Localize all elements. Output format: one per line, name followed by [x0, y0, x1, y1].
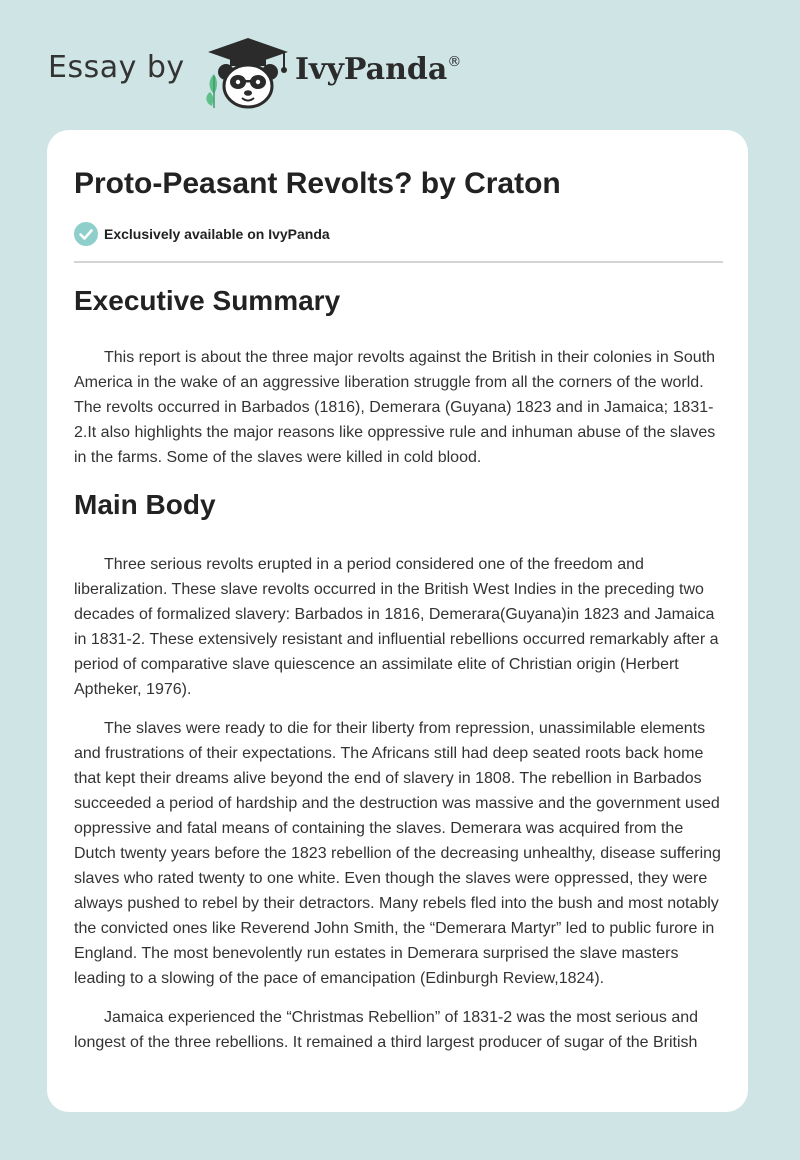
exclusive-badge	[74, 222, 330, 246]
page-title: Proto-Peasant Revolts? by Craton	[74, 167, 561, 200]
paragraph: Jamaica experienced the “Christmas Rebellion” of 1831-2 was the most serious and longest of the three rebellions. It remained a third largest producer of sugar of the British	[74, 1009, 699, 1051]
paragraph: Three serious revolts erupted in a period considered one of the freedom and liberalization. These slave revolts occurred in the British West Indies in the preceding two decades of formalized slavery: Barbados in 1816, Demerara(Guyana)in 1823 and Jamaica in 1831-2. These extensively resistant and influential rebellions occurred remarkably after a period of comparative slave quiescence an assimilate elite of Christian origin (Herbert Aptheker, 1976).	[74, 556, 719, 698]
paragraph: This report is about the three major revolts against the British in their colonies in South America in the wake of an aggressive liberation struggle from all the corners of the world. The revolts occurred in Barbados (1816), Demerara (Guyana) 1823 and in Jamaica; 1831-2.It also highlights the major reasons like oppressive rule and inhuman abuse of the slaves in the farms. Some of the slaves were killed in cold blood.	[74, 349, 716, 466]
title-divider	[74, 261, 723, 263]
section-heading-executive-summary: Executive Summary	[74, 285, 341, 316]
article-body	[74, 278, 726, 1055]
check-circle-icon	[74, 222, 98, 246]
section-heading-main-body: Main Body	[74, 489, 216, 520]
exclusive-badge-label: Exclusively available on IvyPanda	[104, 226, 330, 242]
brand-name: IvyPanda®	[295, 52, 462, 87]
essay-by-label: Essay by	[48, 50, 185, 85]
paragraph: The slaves were ready to die for their liberty from repression, unassimilable elements and frustrations of their expectations. The Africans still had deep seated roots back home that kept their dreams alive beyond the end of slavery in 1808. The rebellion in Barbados succeeded a period of hardship and the destruction was massive and the government used oppressive and fatal means of containing the slaves. Demerara was acquired from the Dutch twenty years before the 1823 rebellion of the decreasing unhealthy, disease suffering slaves who rated twenty to one white. Even though the slaves were oppressed, they were always pushed to rebel by their detractors. Many rebels fled into the bush and most notably the convicted ones like Reverend John Smith, the “Demerara Martyr” led to public furore in England. The most benevolently run estates in Demerara surprised the slave masters leading to a slowing of the pace of emancipation (Edinburgh Review,1824).	[74, 720, 721, 987]
site-header	[0, 0, 800, 128]
panda-graduate-icon	[200, 36, 292, 110]
article-card	[47, 130, 748, 1112]
